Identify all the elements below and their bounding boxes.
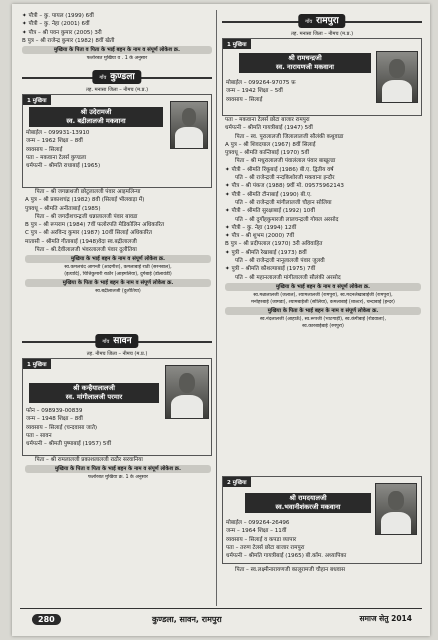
family-line: पति – श्री राजेन्द्रजी मांगीलालजी चौहान सोलिया — [235, 199, 332, 206]
family-line: ✦ पुत्री – श्रीमति कौशल्याबाई (1975) 7वीं — [225, 266, 316, 273]
detail-line: फोन – 098939-00839 — [26, 408, 83, 414]
family-line: ✦ पौत्री – श्रीमति टीनाबाई (1990) बी.ए. — [225, 191, 312, 198]
head-name — [29, 107, 163, 127]
village-banner — [22, 332, 212, 350]
entry-tag: 1 मुखिया — [23, 359, 51, 369]
detail-line: व्यवसाय – सिलाई (चन्दवासा जाते) — [26, 424, 98, 431]
family-line: पति – श्री राजेन्द्रजी नन्दकिशोरजी मकवाना इन्दौर — [235, 175, 335, 182]
detail-line: व्यवसाय – सिलाई व कपडा व्यापार — [226, 536, 297, 543]
head-photo — [170, 101, 208, 149]
head-details — [26, 129, 171, 170]
rampura-family-list — [225, 116, 421, 330]
family-entry-sawan-1 — [22, 358, 212, 456]
family-entry-rampura-1 — [222, 38, 422, 116]
family-line: C पुत्र – श्री अरविन्द कुमार (1987) 10वीं सिलाई अधिकारित — [25, 230, 152, 237]
section-motto: मुखिया के भाई बहन के नाम व संपूर्ण लोकेश क्र. — [25, 255, 211, 263]
relatives-line: स्व.बद्रीलालजी (दुलौतिया) — [95, 289, 141, 295]
village-subtitle: तह. मनासा जिला – नीमच (म.प्र.) — [290, 31, 354, 37]
head-details — [26, 407, 171, 448]
detail-line: धर्मपत्नी – श्रीमति राधाबाई (1965) — [26, 163, 101, 170]
village-prefix: गाँव — [99, 75, 107, 81]
village-rampura — [222, 10, 422, 38]
detail-line: पता – तरुण टेलर्स छोटा बाजार रामपुरा — [226, 544, 305, 551]
family-entry-kundla-1 — [22, 94, 212, 188]
village-title: रामपुरा — [316, 16, 339, 26]
village-prefix: गाँव — [102, 339, 110, 345]
village-subtitle: तह. मनासा जिला – नीमच (म.प्र.) — [85, 87, 149, 93]
section-motto: मुखिया के भाई बहन के नाम व संपूर्ण लोकेश क्र. — [225, 283, 421, 291]
head-name-line: श्री रामचन्द्रजी — [288, 54, 322, 62]
section-motto: मुखिया के पिता के भाई बहन के नाम व संपूर्ण लोकेश क्र. — [25, 279, 211, 287]
detail-line: जन्म – 1942 शिक्षा – 5वीं — [226, 88, 283, 95]
detail-line: धर्मपत्नी – श्रीमती पुष्पाबाई (1957) 5वीं — [26, 441, 112, 448]
continuation-line: B पुत्र – श्री राजेन्द्र कुमार (1982) 8वीं खेती — [22, 37, 115, 44]
family-line: पिता – स्व.लक्ष्मीनारायणजी कालूरामजी चौहान बधवास — [235, 567, 345, 573]
relatives-line: स्व.कमलचंद आगन्ती (आदमीश), कमलाबाई राठी (सरनबाल), — [64, 265, 172, 271]
family-line: पिता – श्री मधुरालालजी पंवालंलाल पंवार बाखूल्डा — [235, 158, 336, 165]
detail-line: पता – सावन — [26, 432, 52, 439]
head-details — [226, 519, 422, 560]
detail-line: मोबाईल – 099264-26496 — [226, 520, 290, 526]
family-line: पिता – श्री जगदीशचन्द्रजी धन्नालालजी पंवार बावडा — [35, 213, 138, 220]
father-name-line: स्व. मांगीलालजी परमार — [65, 393, 123, 401]
village-subtitle: तह. नीमच जिला – नीमच (म.प्र.) — [86, 351, 148, 357]
top-left-continuation — [22, 12, 212, 62]
family-line: B पुत्र – श्री रूपराम (1984) 7वीं फलोरपति मेडिकोलिन अधिकारित — [25, 222, 165, 229]
head-details — [226, 79, 376, 104]
head-name-line: श्री उदेरामजी — [80, 108, 112, 116]
detail-line: जन्म – 1964 शिक्षा – 11वीं — [226, 528, 287, 535]
family-line: ✦ पौत्री – कु. नेहा (1994) 12वीं — [225, 224, 297, 231]
column-divider — [216, 10, 217, 606]
father-name-line: स्व.भवानीशंकरजी मकवाना — [275, 503, 341, 511]
relatives-line: स्व.मन्नालालजी (जलाल), श्यामलालजी (रामपुरा), स्व.मदनलेखाबाईजी (रामपुरा), — [253, 292, 393, 298]
continuation-line: ✦ पौत्री – कु. नेहा (2001) 6वीं — [22, 21, 90, 28]
reference-note: फलोरबत मुखिया व . 1 के अनुसार — [86, 56, 148, 62]
family-entry-rampura-2 — [222, 476, 422, 564]
detail-line: जन्म – 1948 शिक्षा – 8वीं — [26, 416, 83, 423]
family-line: पति – श्री महानलालजी मांगीलालजी सौलंकी अरसोद — [235, 274, 341, 281]
family-line: धर्मपत्नी – श्रीमति गायत्रीबाई (1947) 5वीं — [225, 125, 313, 132]
section-motto: मुखिया के पिता के भाई बहन के नाम व संपूर्ण लोकेश क्र. — [225, 307, 421, 315]
detail-line: व्यवसाय – सिलाई — [226, 96, 263, 103]
family-line: पिता – श्री रामलालजी प्रकाशलालजी राठौर सरवानिया — [35, 457, 143, 463]
village-sawan — [22, 330, 212, 358]
family-line: B पुत्र – श्री प्रदीपलाल (1970) 3री अविवाहित — [225, 241, 323, 248]
relatives-line: (इत्यादि), चित्तिकुमारी राठौर (आइमलिया), दुर्गबाई (डोलावंडी) — [64, 272, 172, 278]
head-name — [29, 383, 159, 403]
entry-tag: 1 मुखिया — [23, 95, 51, 105]
detail-line: मोबाईल – 099264-97075 फ़ — [226, 80, 296, 86]
detail-line: मोबाईल – 099931-13910 — [26, 130, 90, 136]
family-line: ✦ पौत्री – श्रीमति सुरक्षाबाई (1992) 10वीं — [225, 208, 315, 215]
publication-name: समाज सेतु 2014 — [359, 614, 412, 623]
head-name — [239, 53, 371, 73]
family-line: पुत्रवधू – श्रीमति अनीताबाई (1985) — [25, 205, 101, 212]
family-line: पति – श्री राजेन्द्रजी नानूलालजी पंवार जुलवी — [235, 258, 325, 265]
rampura2-family-list — [225, 566, 421, 574]
section-motto: मुखिया के पिता व पिता के भाई बहन के नाम व संपूर्ण लोकेश क्र. — [22, 46, 212, 54]
head-name-line: श्री रामदयालजी — [289, 494, 327, 502]
family-line: A पुत्र – श्री शिवदयाल (1967) 8वीं सिलाई — [225, 141, 316, 148]
kundla-family-list — [25, 188, 211, 295]
head-photo — [165, 365, 209, 419]
sawan-family-list — [25, 456, 211, 481]
village-title: कुण्डला — [110, 72, 135, 82]
village-kundla — [22, 66, 212, 94]
family-line: पिता – स्व. पूरालालजी जिलालालजी सौलंकी कथुवाडा — [235, 133, 344, 140]
relatives-line: स्व.नंदलालजी (आहाऊँ), स्व.रूपजी (भाटगाड़ी), स्व.कंगीबाई (रोडवाला), — [260, 316, 386, 322]
head-photo — [376, 51, 418, 103]
family-line: पिता – श्री जगन्नाथजी छोटूलालजी पंवार आइमलिन्या — [35, 189, 141, 195]
village-banner — [222, 12, 422, 30]
family-line: पता – मकवाना टेलर्स छोटा बाजार रामपुरा — [225, 117, 310, 123]
village-banner — [22, 68, 212, 86]
page — [12, 4, 430, 636]
entry-tag: 2 मुखिया — [223, 477, 251, 487]
family-line: पुत्रवधू – श्रीमति कान्तिबाई (1970) 5वीं — [225, 150, 310, 157]
family-line: A पुत्र – श्री प्रकाशचंद्र (1982) 8वी (सिलाई भीलवाड़ा में) — [25, 197, 145, 204]
head-name-line: श्री कन्हैयालालजी — [73, 384, 115, 392]
entry-tag: 1 मुखिया — [223, 39, 251, 49]
running-head: कुण्डला, सावन, रामपुरा — [152, 615, 222, 624]
continuation-line: ✦ पौत्र – श्री पवन कुमार (2005) 3री — [22, 29, 102, 36]
page-footer — [12, 606, 430, 636]
page-number: 280 — [32, 614, 61, 625]
section-motto: मुखिया के पिता व पिता के भाई बहन के नाम व संपूर्ण लोकेश क्र. — [25, 465, 211, 473]
family-line: पिता – श्री.देवीलालजी भंवरलालजी पंवार दुलौतिया — [35, 247, 137, 254]
continuation-line: ✦ पौत्री – कु. पायल (1999) 6वीं — [22, 13, 94, 19]
family-line: मातासी – श्रीमति गीताबाई (1948)वेदा स्व.बद्रीलालजी — [25, 238, 137, 245]
detail-line: धर्मपत्नी – श्रीमति गायत्रीबाई (1965) बी.कॉम. अध्यापिका — [226, 553, 347, 560]
relatives-line: स्व.कारबाईबाई (रमपुरा) — [302, 323, 344, 329]
relatives-line: मनोहरबाई (जामडा), श्यामबाईजी (सोलिया), कमलाबाई (शाल्टर), चन्दाबाई (इन्दर) — [251, 299, 395, 305]
father-name-line: स्व. नारायणजी मकवाना — [275, 63, 335, 71]
detail-line: पता – मकवाना टेलर्स कुण्डला — [26, 154, 87, 161]
family-line: ✦ पौत्र – श्री शुभम (2000) 7वीं — [225, 233, 295, 240]
village-title: सावन — [113, 336, 132, 346]
family-line: ✦ पौत्र – श्री पंकज (1988) 9वीं मो. 09575962143 — [225, 183, 344, 190]
reference-note: फलोरबत मुखिया क्र. 1 के अनुसार — [87, 475, 149, 481]
family-line: ✦ पौत्री – श्रीमति रिंकूबाई (1986) बी.ए. द्वितीय वर्ष — [225, 166, 334, 173]
family-line: ✦ पुत्री – श्रीमति रेखाबाई (1973) 8वीं — [225, 249, 307, 256]
village-prefix: गाँव — [305, 19, 313, 25]
family-line: पति – श्री दुर्गोहकुमारजी लालचन्द्रजी गोयल अरसोद — [235, 216, 339, 223]
detail-line: जन्म – 1962 शिक्षा – 8वीं — [26, 138, 83, 145]
father-name-line: स्व. बद्रीलालजी मकवाना — [66, 117, 126, 125]
detail-line: व्यवसाय – सिलाई — [26, 146, 63, 153]
head-name — [245, 493, 371, 513]
